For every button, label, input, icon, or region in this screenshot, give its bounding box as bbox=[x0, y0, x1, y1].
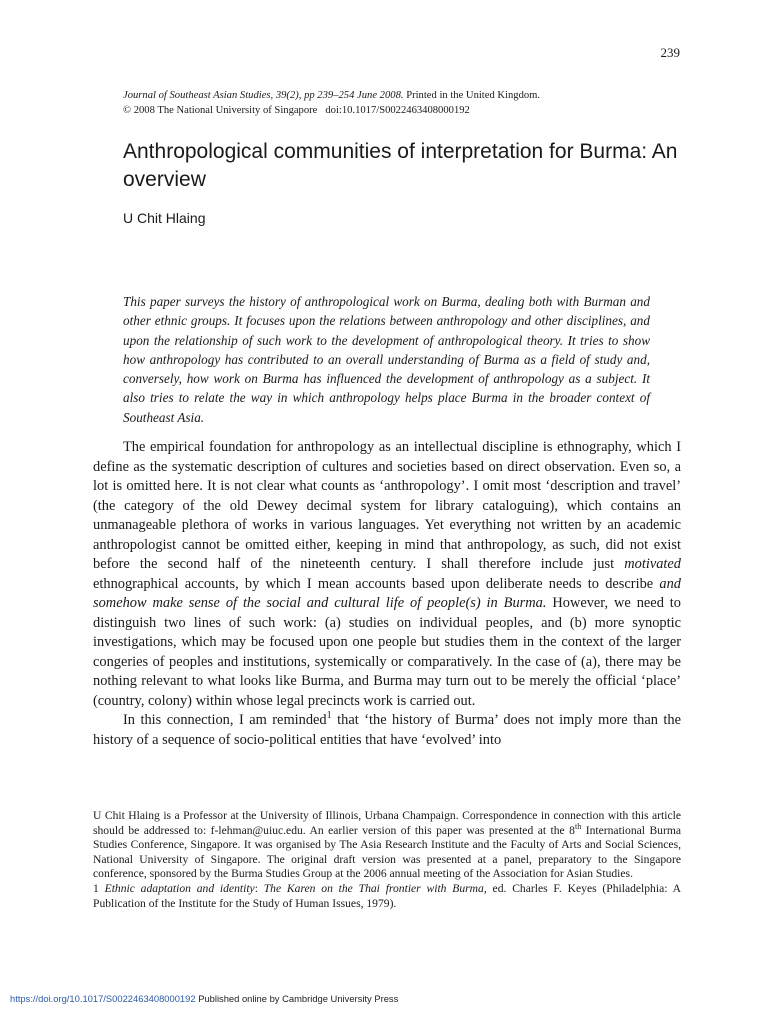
journal-info bbox=[123, 89, 683, 118]
author-footnote: U Chit Hlaing is a Professor at the University of Illinois, Urbana Champaign. Correspondence in connection with this article should be addressed to: f-lehman@uiuc.edu. An earlier version of this paper was presented at the 8th International Burma Studies Conference, Singapore. It was organised by The Asia Research Institute and the Faculty of Arts and Social Sciences, National University of Singapore. The original draft version was presented at a panel, preparatory to the Singapore conference, sponsored by the Burma Studies Group at the 2006 annual meeting of the Association for Asian Studies. bbox=[93, 809, 681, 881]
journal-citation: Journal of Southeast Asian Studies, 39(2), pp 239–254 June 2008. bbox=[123, 90, 404, 101]
journal-citation-line bbox=[123, 89, 683, 104]
body-paragraph-1: The empirical foundation for anthropology as an intellectual discipline is ethnography, which I define as the systematic description of cultures and societies based on direct observation. Even so, a lot is omitted here. It is not clear what counts as ‘anthropology’. I omit most ‘description and travel’ (the category of the old Dewey decimal system for library cataloguing), which contains an unmanageable plethora of works in various languages. Yet everything not written by an academic anthropologist cannot be omitted either, keeping in mind that anthropology, as such, did not exist before the second half of the nineteenth century. I shall therefore include just motivated ethnographical accounts, by which I mean accounts based upon deliberate needs to describe and somehow make sense of the social and cultural life of people(s) in Burma. However, we need to distinguish two lines of such work: (a) studies on individual peoples, and (b) more synoptic investigations, which may be focused upon one people but studies them in the context of the larger congeries of peoples and institutions, systemically or comparatively. In the case of (a), there may be nothing relevant to what looks like Burma, and Burma may turn out to be merely the official ‘place’ (country, colony) within whose legal precincts work is carried out. bbox=[93, 439, 681, 709]
journal-copyright-line bbox=[123, 104, 683, 119]
journal-doi: doi:10.1017/S0022463408000192 bbox=[325, 104, 470, 116]
abstract: This paper surveys the history of anthropological work on Burma, dealing both with Burman and other ethnic groups. It focuses upon the relations between anthropology and other disciplines, and upon the relationship of such work to the development of anthropological theory. It tries to show how anthropology has contributed to an overall understanding of Burma as a field of study and, conversely, how work on Burma has influenced the development of anthropology as a subject. It also tries to relate the way in which anthropology helps place Burma in the broader context of Southeast Asia. bbox=[123, 294, 650, 425]
footnote-ref-1: 1 bbox=[326, 710, 332, 722]
footnote-1: 1 Ethnic adaptation and identity: The Karen on the Thai frontier with Burma, ed. Charles F. Keyes (Philadelphia: A Publication of the Institute for the Study of Human Issues, 1979). bbox=[93, 881, 681, 910]
article-title: Anthropological communities of interpretation for Burma: An overview bbox=[123, 140, 678, 191]
body-paragraph-2: In this connection, I am reminded$^1$ that ‘the history of Burma’ does not imply more than the history of a sequence of socio-political entities that have ‘evolved’ into bbox=[93, 710, 681, 748]
printed-note: Printed in the United Kingdom. bbox=[406, 90, 541, 101]
published-online-note: Published online by Cambridge University Press bbox=[198, 993, 399, 1004]
doi-link[interactable]: https://doi.org/10.1017/S0022463408000192 bbox=[10, 993, 196, 1004]
author-name: U Chit Hlaing bbox=[123, 210, 206, 226]
footnotes bbox=[93, 809, 681, 911]
page-number: 239 bbox=[660, 45, 680, 60]
copyright: © 2008 The National University of Singapore bbox=[123, 104, 318, 116]
article-body bbox=[93, 438, 681, 750]
doi-footer bbox=[10, 993, 398, 1004]
